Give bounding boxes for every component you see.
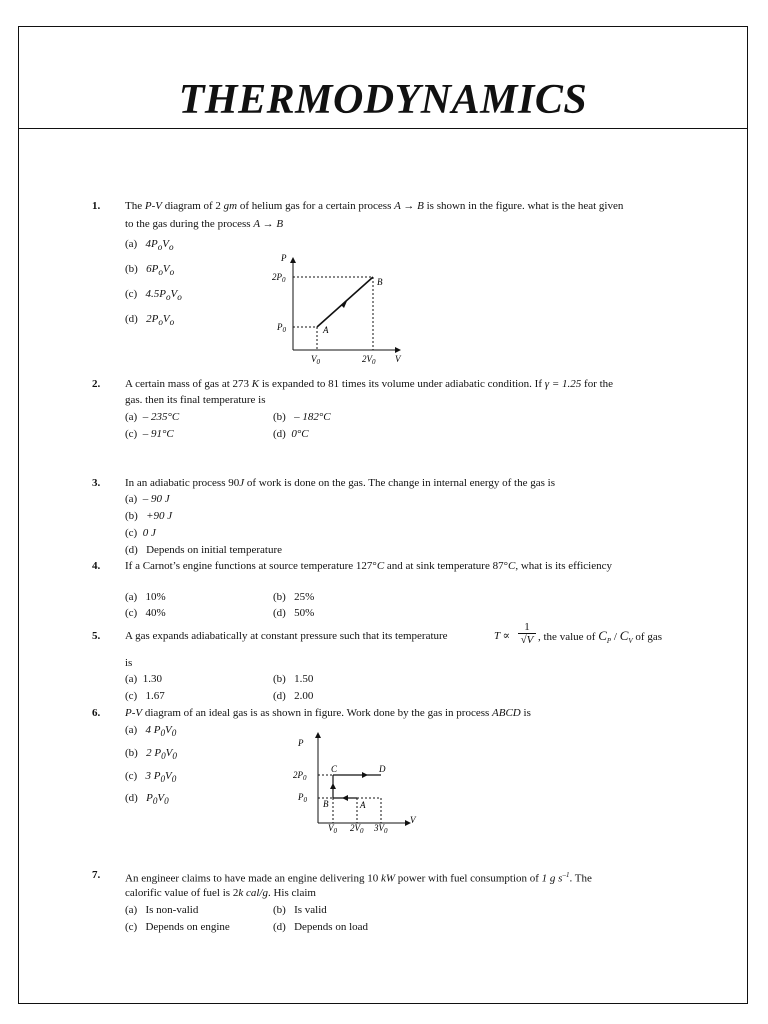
option-d[interactable]: (d) Depends on load	[273, 921, 369, 933]
question-number: 7.	[92, 869, 101, 881]
option-a[interactable]: (a) 1.30	[125, 673, 162, 685]
title-box	[18, 26, 748, 129]
option-b[interactable]: (b) $6P_oV_o$	[125, 263, 175, 278]
option-a[interactable]: (a) – 90 J	[125, 493, 170, 505]
option-d[interactable]: (d) 0°C	[273, 428, 309, 440]
point-label-a: A	[323, 325, 329, 335]
pv-diagram-q1	[265, 248, 415, 370]
point-label-c: C	[331, 764, 338, 774]
option-c[interactable]: (c) 0 J	[125, 527, 156, 539]
fraction-numerator: 1	[524, 621, 530, 633]
option-b[interactable]: (b) Is valid	[273, 904, 327, 916]
direction-arrow	[342, 795, 348, 801]
point-label-b: B	[377, 277, 383, 287]
question-text: calorific value of fuel is 2k cal/g. His claim	[125, 887, 316, 899]
question-text: A certain mass of gas at 273 K is expanded to 81 times its volume under adiabatic condition. If γ = 1.25 for the	[125, 378, 614, 390]
option-b[interactable]: (b) 2 $P_0V_0$	[125, 747, 177, 762]
option-a[interactable]: (a) 10%	[125, 591, 166, 603]
point-label-a: A	[360, 800, 366, 810]
question-text: An engineer claims to have made an engine delivering 10 kW power with fuel consumption of 1 g $s^{-1}$. The	[125, 871, 592, 885]
question-number: 6.	[92, 707, 101, 719]
option-d[interactable]: (d) $2P_oV_o$	[125, 313, 175, 328]
x-tick-label: $2V_0$	[350, 823, 364, 835]
option-b[interactable]: (b) – 182°C	[273, 411, 331, 423]
question-text: gas. then its final temperature is	[125, 394, 266, 406]
option-c[interactable]: (c) 40%	[125, 607, 166, 619]
y-tick-label: $2P_0$	[272, 272, 286, 284]
formula-t: T ∝	[494, 630, 511, 642]
option-b[interactable]: (b) +90 J	[125, 510, 173, 522]
question-text: to the gas during the process A → B	[125, 218, 284, 230]
pv-diagram-q6	[285, 728, 430, 836]
option-b[interactable]: (b) 25%	[273, 591, 315, 603]
question-text: , the value of $C_P / C_V$ of gas	[538, 628, 662, 646]
question-number: 2.	[92, 378, 101, 390]
option-d[interactable]: (d) 50%	[273, 607, 315, 619]
option-c[interactable]: (c) $4.5P_oV_o$	[125, 288, 182, 303]
v-axis-label: V	[395, 354, 401, 364]
option-a[interactable]: (a) – 235°C	[125, 411, 180, 423]
option-a[interactable]: (a) Is non-valid	[125, 904, 199, 916]
page-title: THERMODYNAMICS	[178, 77, 588, 123]
question-number: 3.	[92, 477, 101, 489]
option-d[interactable]: (d) Depends on initial temperature	[125, 544, 283, 556]
point-label-b: B	[323, 799, 329, 809]
question-number: 1.	[92, 200, 101, 212]
fraction-denominator: √V	[518, 633, 536, 646]
v-axis-label: V	[410, 815, 416, 825]
y-tick-label: $2P_0$	[293, 770, 307, 782]
direction-arrow	[362, 772, 368, 778]
option-c[interactable]: (c) – 91°C	[125, 428, 174, 440]
question-text: P-V diagram of an ideal gas is as shown in figure. Work done by the gas in process ABCD is	[125, 707, 531, 719]
x-tick-label: $V_0$	[328, 823, 337, 835]
y-tick-label: $P_0$	[277, 322, 286, 334]
formula-fraction	[518, 621, 536, 646]
question-text: The P-V diagram of 2 gm of helium gas for a certain process A → B is shown in the figure. what is the heat given	[125, 200, 624, 212]
question-text: A gas expands adiabatically at constant pressure such that its temperature	[125, 630, 448, 642]
process-line-ab	[317, 277, 373, 327]
option-a[interactable]: (a) 4 $P_0V_0$	[125, 724, 177, 739]
question-number: 5.	[92, 630, 101, 642]
option-d[interactable]: (d) $P_0V_0$	[125, 792, 169, 807]
x-tick-label: $3V_0$	[374, 823, 388, 835]
option-a[interactable]: (a) $4P_oV_o$	[125, 238, 174, 253]
question-text: If a Carnot’s engine functions at source temperature 127°C and at sink temperature 87°C, what is its efficiency	[125, 560, 612, 572]
p-axis-label: P	[298, 738, 304, 748]
option-c[interactable]: (c) 3 $P_0V_0$	[125, 770, 177, 785]
option-c[interactable]: (c) Depends on engine	[125, 921, 230, 933]
question-number: 4.	[92, 560, 101, 572]
direction-arrow	[330, 783, 336, 789]
p-axis-label: P	[281, 253, 287, 263]
option-b[interactable]: (b) 1.50	[273, 673, 314, 685]
question-text: In an adiabatic process 90J of work is done on the gas. The change in internal energy of the gas is	[125, 477, 555, 489]
option-d[interactable]: (d) 2.00	[273, 690, 314, 702]
point-label-d: D	[379, 764, 386, 774]
x-tick-label: $V_0$	[311, 354, 320, 366]
x-tick-label: $2V_0$	[362, 354, 376, 366]
y-tick-label: $P_0$	[298, 792, 307, 804]
question-text: is	[125, 657, 133, 669]
option-c[interactable]: (c) 1.67	[125, 690, 165, 702]
